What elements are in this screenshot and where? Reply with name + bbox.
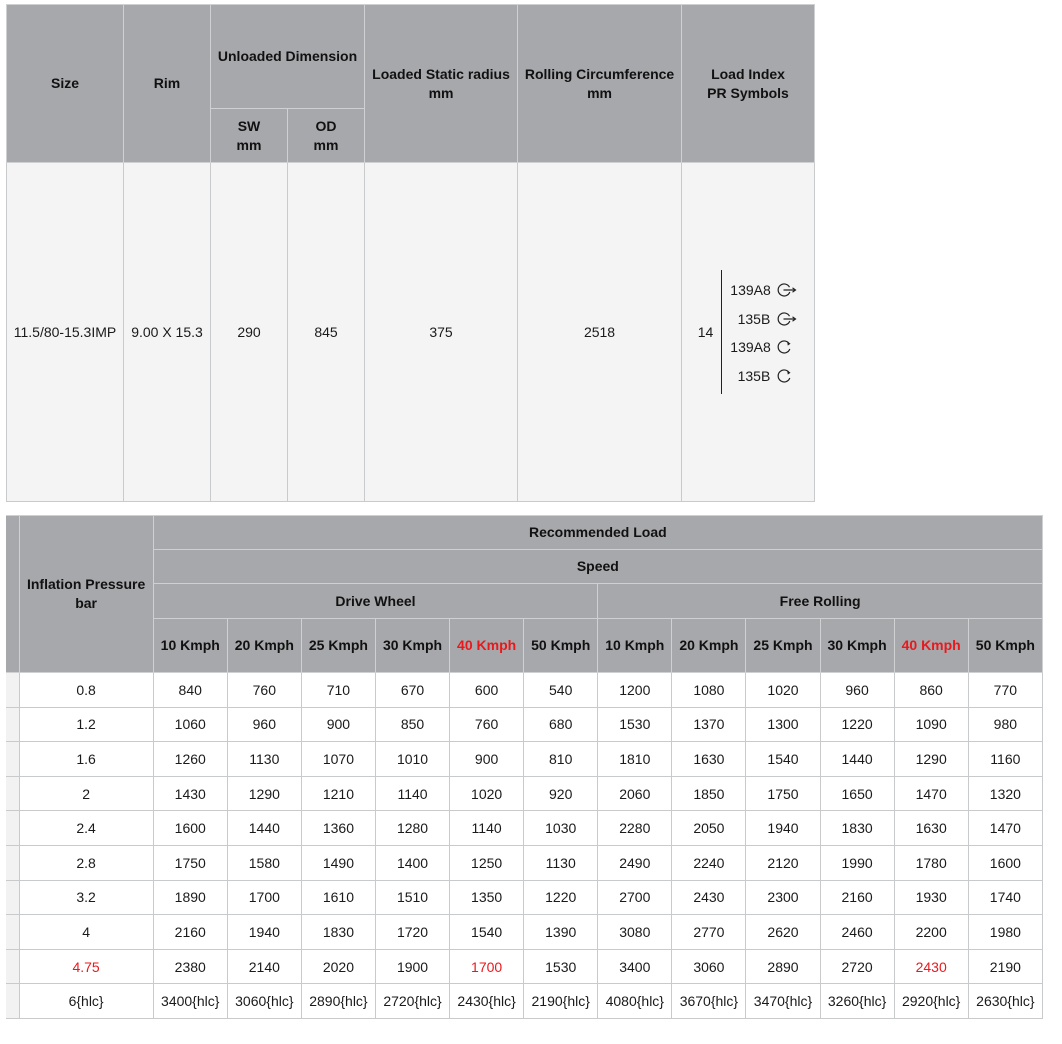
- cell-load: 1470: [968, 811, 1042, 846]
- cell-load: 2300: [746, 880, 820, 915]
- cell-load: 2490: [598, 845, 672, 880]
- cell-load: 960: [227, 707, 301, 742]
- cell-load: 3260{hlc}: [820, 984, 894, 1019]
- cell-load: 900: [301, 707, 375, 742]
- cell-load: 2280: [598, 811, 672, 846]
- cell-load: 1400: [375, 845, 449, 880]
- cell-pressure: 6{hlc}: [19, 984, 153, 1019]
- cell-size: 11.5/80-15.3IMP: [7, 163, 124, 502]
- header-load-index: Load Index PR Symbols: [682, 5, 815, 163]
- load-index-code: 135B: [737, 367, 771, 384]
- cell-load: 1160: [968, 742, 1042, 777]
- speed-header-free-30-kmph: 30 Kmph: [820, 619, 894, 673]
- header-speed: Speed: [153, 550, 1042, 584]
- table-row: [6, 845, 1043, 880]
- cell-pressure: 0.8: [19, 673, 153, 708]
- cell-load: 960: [820, 673, 894, 708]
- row-edge: [6, 880, 19, 915]
- cell-load: 1650: [820, 776, 894, 811]
- header-drive-wheel: Drive Wheel: [153, 584, 598, 619]
- cell-load: 1750: [746, 776, 820, 811]
- cell-load: 900: [450, 742, 524, 777]
- cell-load: 2890{hlc}: [301, 984, 375, 1019]
- cell-load: 1930: [894, 880, 968, 915]
- cell-load: 3400{hlc}: [153, 984, 227, 1019]
- cell-load: 1090: [894, 707, 968, 742]
- cell-load: 860: [894, 673, 968, 708]
- row-edge: [6, 915, 19, 950]
- load-index-line: [730, 276, 798, 305]
- cell-load: 1850: [672, 776, 746, 811]
- cell-load: 1070: [301, 742, 375, 777]
- cell-load: 810: [524, 742, 598, 777]
- cell-load: 1220: [524, 880, 598, 915]
- cell-load: 1580: [227, 845, 301, 880]
- cell-load: 3060{hlc}: [227, 984, 301, 1019]
- cell-load: 1890: [153, 880, 227, 915]
- cell-load: 1530: [524, 949, 598, 984]
- cell-pressure: 2.8: [19, 845, 153, 880]
- cell-load: 1490: [301, 845, 375, 880]
- speed-header-row: [6, 619, 1043, 673]
- cell-pressure: 2: [19, 776, 153, 811]
- cell-load: 670: [375, 673, 449, 708]
- cell-load: 1540: [450, 915, 524, 950]
- cell-load: 2060: [598, 776, 672, 811]
- speed-header-drive-25-kmph: 25 Kmph: [301, 619, 375, 673]
- cell-load: 540: [524, 673, 598, 708]
- table-row: [6, 707, 1043, 742]
- cell-load: 680: [524, 707, 598, 742]
- speed-header-free-40-kmph: 40 Kmph: [894, 619, 968, 673]
- speed-header-drive-20-kmph: 20 Kmph: [227, 619, 301, 673]
- cell-rim: 9.00 X 15.3: [124, 163, 211, 502]
- speed-header-free-50-kmph: 50 Kmph: [968, 619, 1042, 673]
- cell-load: 3080: [598, 915, 672, 950]
- cell-load: 2120: [746, 845, 820, 880]
- cell-rolling-circumference: 2518: [518, 163, 682, 502]
- cell-load: 1740: [968, 880, 1042, 915]
- cell-load: 770: [968, 673, 1042, 708]
- free-rolling-icon: [776, 368, 798, 384]
- speed-header-drive-10-kmph: 10 Kmph: [153, 619, 227, 673]
- cell-load: 2720: [820, 949, 894, 984]
- cell-load: 1300: [746, 707, 820, 742]
- cell-load: 2430{hlc}: [450, 984, 524, 1019]
- cell-load: 1530: [598, 707, 672, 742]
- load-index-line: [730, 305, 798, 334]
- row-edge: [6, 742, 19, 777]
- cell-od: 845: [288, 163, 365, 502]
- table-row: [6, 984, 1043, 1019]
- table-row: [6, 742, 1043, 777]
- header-edge: [6, 516, 19, 673]
- load-index-code: 139A8: [730, 282, 771, 299]
- cell-load: 1290: [894, 742, 968, 777]
- cell-load: 760: [227, 673, 301, 708]
- cell-load: 1600: [153, 811, 227, 846]
- header-recommended-load: Recommended Load: [153, 516, 1042, 550]
- cell-load: 1750: [153, 845, 227, 880]
- cell-load: 1980: [968, 915, 1042, 950]
- cell-loaded-radius: 375: [365, 163, 518, 502]
- speed-header-drive-50-kmph: 50 Kmph: [524, 619, 598, 673]
- cell-load: 1080: [672, 673, 746, 708]
- row-edge: [6, 811, 19, 846]
- cell-load: 1940: [746, 811, 820, 846]
- cell-load: 2890: [746, 949, 820, 984]
- cell-pressure: 3.2: [19, 880, 153, 915]
- row-edge: [6, 984, 19, 1019]
- cell-load: 1140: [450, 811, 524, 846]
- cell-load: 2190{hlc}: [524, 984, 598, 1019]
- cell-load: 1320: [968, 776, 1042, 811]
- drive-wheel-icon: [776, 311, 798, 327]
- speed-header-drive-40-kmph: 40 Kmph: [450, 619, 524, 673]
- cell-load: 840: [153, 673, 227, 708]
- header-inflation-pressure: Inflation Pressure bar: [19, 516, 153, 673]
- cell-load: 1010: [375, 742, 449, 777]
- cell-load: 1780: [894, 845, 968, 880]
- row-edge: [6, 776, 19, 811]
- cell-load: 920: [524, 776, 598, 811]
- header-rolling-circumference: Rolling Circumference mm: [518, 5, 682, 163]
- load-index-line: [730, 333, 798, 362]
- cell-load: 1130: [227, 742, 301, 777]
- header-free-rolling: Free Rolling: [598, 584, 1043, 619]
- cell-load: 1360: [301, 811, 375, 846]
- drive-wheel-icon: [776, 282, 798, 298]
- cell-load: 1440: [227, 811, 301, 846]
- cell-load-index: [682, 163, 815, 502]
- cell-load: 1830: [301, 915, 375, 950]
- cell-load: 2160: [820, 880, 894, 915]
- cell-load: 3400: [598, 949, 672, 984]
- cell-load: 850: [375, 707, 449, 742]
- ply-rating: 14: [697, 324, 714, 340]
- cell-pressure: 1.2: [19, 707, 153, 742]
- cell-load: 1290: [227, 776, 301, 811]
- header-rim: Rim: [124, 5, 211, 163]
- cell-load: 2700: [598, 880, 672, 915]
- cell-load: 2460: [820, 915, 894, 950]
- cell-load: 2200: [894, 915, 968, 950]
- free-rolling-icon: [776, 339, 798, 355]
- cell-load: 1510: [375, 880, 449, 915]
- table-row: [6, 811, 1043, 846]
- cell-load: 2140: [227, 949, 301, 984]
- cell-load: 710: [301, 673, 375, 708]
- cell-load: 2720{hlc}: [375, 984, 449, 1019]
- cell-load: 1350: [450, 880, 524, 915]
- cell-load: 1130: [524, 845, 598, 880]
- cell-load: 1210: [301, 776, 375, 811]
- cell-load: 1250: [450, 845, 524, 880]
- cell-load: 2380: [153, 949, 227, 984]
- cell-load: 2920{hlc}: [894, 984, 968, 1019]
- header-size: Size: [7, 5, 124, 163]
- row-edge: [6, 707, 19, 742]
- load-index-code: 135B: [737, 310, 771, 327]
- table-row: [6, 915, 1043, 950]
- cell-load: 1200: [598, 673, 672, 708]
- header-unloaded-dimension: Unloaded Dimension: [211, 5, 365, 109]
- row-edge: [6, 949, 19, 984]
- speed-header-free-10-kmph: 10 Kmph: [598, 619, 672, 673]
- cell-load: 2770: [672, 915, 746, 950]
- cell-load: 4080{hlc}: [598, 984, 672, 1019]
- cell-load: 3670{hlc}: [672, 984, 746, 1019]
- cell-load: 1220: [820, 707, 894, 742]
- cell-load: 1630: [672, 742, 746, 777]
- cell-load: 980: [968, 707, 1042, 742]
- cell-load: 1900: [375, 949, 449, 984]
- cell-load: 2240: [672, 845, 746, 880]
- cell-load: 2190: [968, 949, 1042, 984]
- header-loaded-static-radius: Loaded Static radius mm: [365, 5, 518, 163]
- cell-load: 1390: [524, 915, 598, 950]
- cell-load: 1020: [450, 776, 524, 811]
- cell-pressure: 4.75: [19, 949, 153, 984]
- cell-load: 1020: [746, 673, 820, 708]
- cell-load: 1540: [746, 742, 820, 777]
- cell-load: 1060: [153, 707, 227, 742]
- cell-load: 1430: [153, 776, 227, 811]
- cell-load: 1600: [968, 845, 1042, 880]
- load-index-list: [721, 270, 798, 394]
- row-edge: [6, 673, 19, 708]
- cell-load: 760: [450, 707, 524, 742]
- cell-load: 1140: [375, 776, 449, 811]
- cell-load: 2020: [301, 949, 375, 984]
- table-row: [6, 776, 1043, 811]
- cell-load: 1830: [820, 811, 894, 846]
- speed-header-free-20-kmph: 20 Kmph: [672, 619, 746, 673]
- header-sw: SW mm: [211, 109, 288, 163]
- cell-load: 2630{hlc}: [968, 984, 1042, 1019]
- cell-load: 3060: [672, 949, 746, 984]
- header-od: OD mm: [288, 109, 365, 163]
- cell-load: 1810: [598, 742, 672, 777]
- tire-spec-table: [6, 4, 815, 502]
- cell-load: 2050: [672, 811, 746, 846]
- cell-load: 1700: [227, 880, 301, 915]
- cell-load: 1720: [375, 915, 449, 950]
- cell-load: 1610: [301, 880, 375, 915]
- cell-load: 2160: [153, 915, 227, 950]
- cell-load: 2430: [894, 949, 968, 984]
- cell-load: 1700: [450, 949, 524, 984]
- cell-load: 1370: [672, 707, 746, 742]
- cell-load: 1280: [375, 811, 449, 846]
- load-index-code: 139A8: [730, 339, 771, 356]
- speed-header-drive-30-kmph: 30 Kmph: [375, 619, 449, 673]
- cell-load: 1990: [820, 845, 894, 880]
- cell-load: 1440: [820, 742, 894, 777]
- table-row: [6, 949, 1043, 984]
- recommended-load-table: [6, 515, 1043, 1019]
- cell-load: 1030: [524, 811, 598, 846]
- cell-load: 1630: [894, 811, 968, 846]
- cell-load: 1940: [227, 915, 301, 950]
- cell-pressure: 1.6: [19, 742, 153, 777]
- cell-pressure: 4: [19, 915, 153, 950]
- table-row: [6, 880, 1043, 915]
- load-index-line: [730, 362, 798, 391]
- cell-load: 1260: [153, 742, 227, 777]
- cell-load: 2430: [672, 880, 746, 915]
- cell-load: 2620: [746, 915, 820, 950]
- cell-sw: 290: [211, 163, 288, 502]
- speed-header-free-25-kmph: 25 Kmph: [746, 619, 820, 673]
- cell-load: 600: [450, 673, 524, 708]
- row-edge: [6, 845, 19, 880]
- cell-load: 3470{hlc}: [746, 984, 820, 1019]
- cell-pressure: 2.4: [19, 811, 153, 846]
- cell-load: 1470: [894, 776, 968, 811]
- table-row: [6, 673, 1043, 708]
